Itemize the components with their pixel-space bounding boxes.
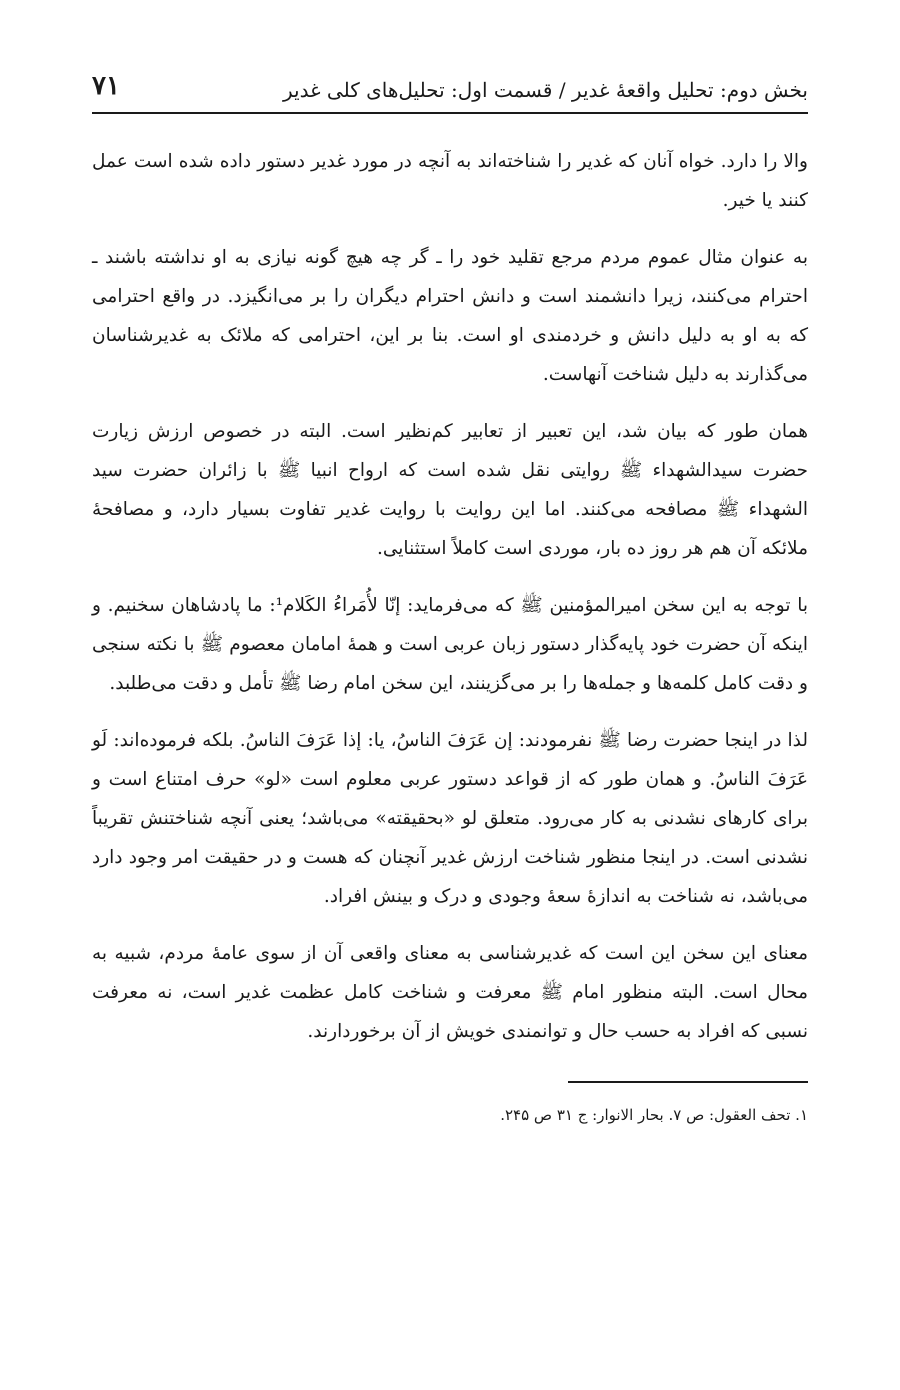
body-text xyxy=(92,142,808,1051)
paragraph-5: لذا در اینجا حضرت رضا ﷺ نفرمودند: إن عَرَفَ الناسُ، یا: إذا عَرَفَ الناسُ. بلکه فرموده‌اند: لَو عَرَفَ الناسُ. و همان طور که از قواعد دستور عربی معلوم است «لو» حرف امتناع است و برای کارهای نشدنی به کار می‌رود. متعلق لو «بحقیقته» می‌باشد؛ یعنی آنچه شناختنش تقریباً نشدنی است. در اینجا منظور شناخت ارزش غدیر آنچنان که هست و در حقیقت امر وجود دارد می‌باشد، نه شناخت به اندازهٔ سعهٔ وجودی و درک و بینش افراد. xyxy=(92,730,808,907)
paragraph-6: معنای این سخن این است که غدیرشناسی به معنای واقعی آن از سوی عامهٔ مردم، شبیه به محال است. البته منظور امام ﷺ معرفت و شناخت کامل عظمت غدیر است، نه معرفت نسبی که افراد به حسب حال و توانمندی خویش از آن برخوردارند. xyxy=(92,943,808,1042)
paragraph-1: والا را دارد. خواه آنان که غدیر را شناخته‌اند به آنچه در مورد غدیر دستور داده شده است عمل کنند یا خیر. xyxy=(92,151,808,211)
paragraph-2: به عنوان مثال عموم مردم مرجع تقلید خود را ـ گر چه هیچ گونه نیازی به او نداشته باشند ـ احترام می‌کنند، زیرا دانشمند است و دانش احترام دیگران را بر می‌انگیزد. در واقع احترامی که به او به دلیل دانش و خردمندی او است. بنا بر این، احترامی که ملائک به غدیرشناسان می‌گذارند به دلیل شناخت آنهاست. xyxy=(92,247,808,385)
page-number: ۷۱ xyxy=(92,71,120,101)
book-page xyxy=(92,62,808,1342)
paragraph-4: با توجه به این سخن امیرالمؤمنین ﷺ که می‌فرماید: إنّا لأُمَراءُ الکَلام¹: ما پادشاهان سخنیم. و اینکه آن حضرت خود پایه‌گذار دستور زبان عربی است و همهٔ امامان معصوم ﷺ با نکته سنجی و دقت کامل کلمه‌ها و جمله‌ها را بر می‌گزینند، این سخن امام رضا ﷺ تأمل و دقت می‌طلبد. xyxy=(92,595,808,694)
footnote-divider xyxy=(568,1081,808,1083)
running-header xyxy=(92,62,808,114)
running-title: بخش دوم: تحلیل واقعهٔ غدیر / قسمت اول: تحلیل‌های کلی غدیر xyxy=(283,78,808,102)
footnote: ۱. تحف العقول: ص ۷. بحار الانوار: ج ۳۱ ص ۲۴۵. xyxy=(500,1106,808,1124)
paragraph-3: همان طور که بیان شد، این تعبیر از تعابیر کم‌نظیر است. البته در خصوص ارزش زیارت حضرت سیدالشهداء ﷺ روایتی نقل شده است که ارواح انبیا ﷺ با زائران حضرت سید الشهداء ﷺ مصافحه می‌کنند. اما این روایت با روایت غدیر تفاوت بسیار دارد، و مصافحهٔ ملائکه آن هم هر روز ده بار، موردی است کاملاً استثنایی. xyxy=(92,421,808,559)
